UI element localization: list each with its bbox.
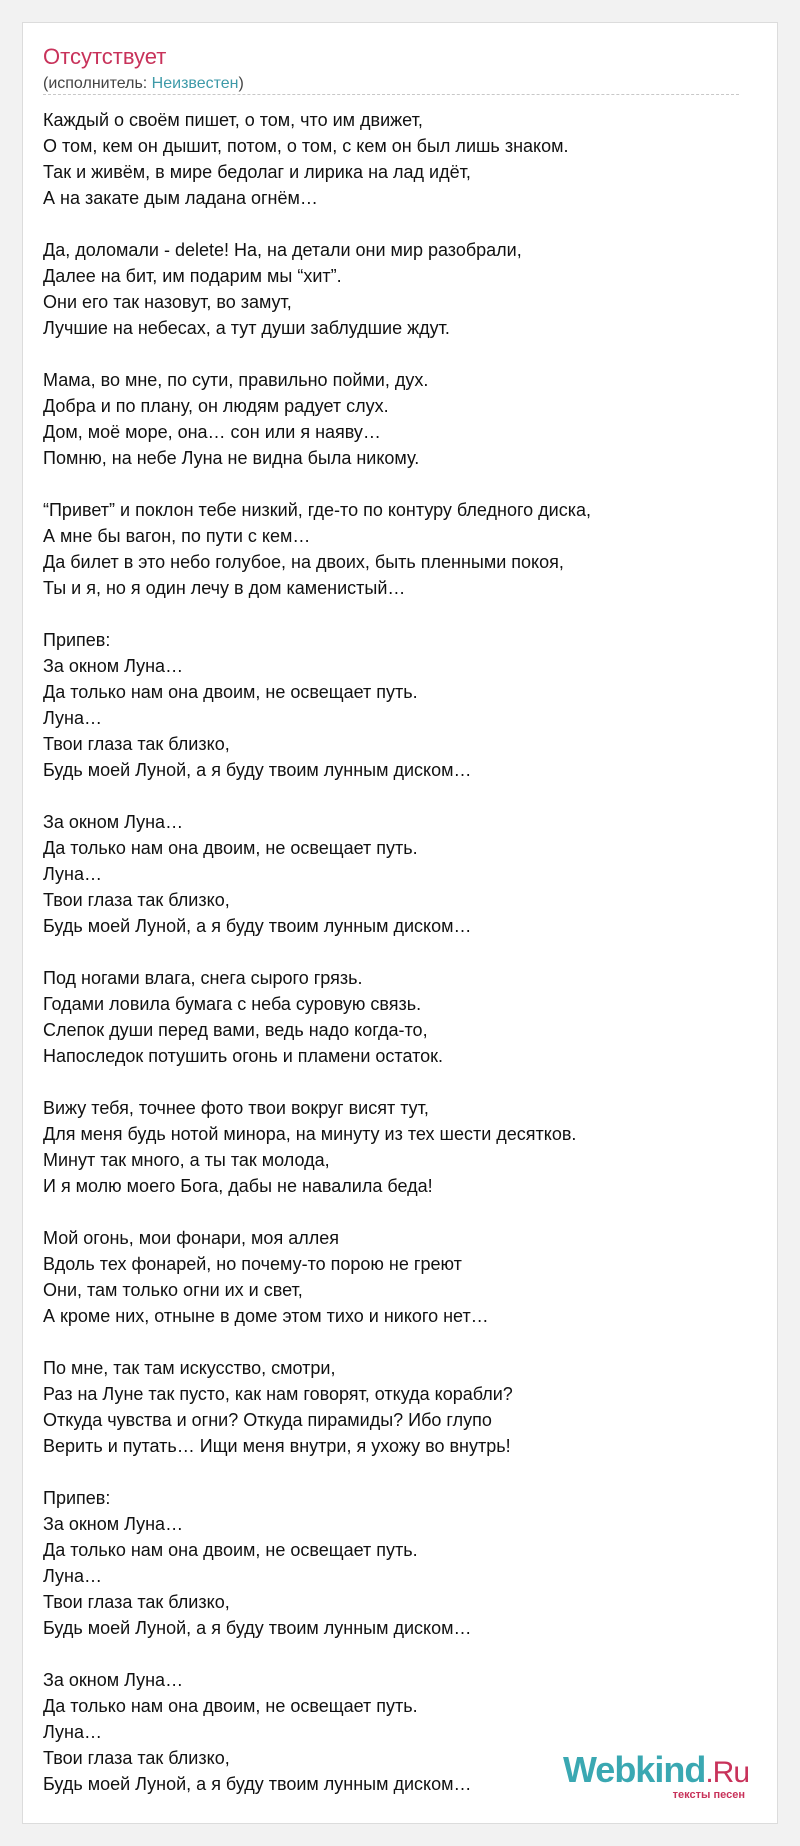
lyric-line: Помню, на небе Луна не видна была никому. (43, 448, 420, 468)
lyric-line: Верить и путать… Ищи меня внутри, я ухожу во внутрь! (43, 1436, 511, 1456)
lyric-line: Откуда чувства и огни? Откуда пирамиды? Ибо глупо (43, 1410, 492, 1430)
lyric-line: Припев: (43, 630, 111, 650)
lyric-line: Минут так много, а ты так молода, (43, 1150, 330, 1170)
lyric-line: За окном Луна… (43, 1670, 184, 1690)
lyric-line: Будь моей Луной, а я буду твоим лунным диском… (43, 916, 472, 936)
lyric-line: Будь моей Луной, а я буду твоим лунным диском… (43, 1774, 472, 1794)
lyric-line: Далее на бит, им подарим мы “хит”. (43, 266, 342, 286)
lyric-line: Твои глаза так близко, (43, 734, 230, 754)
lyric-line: Луна… (43, 1722, 102, 1742)
lyric-line: За окном Луна… (43, 656, 184, 676)
artist-prefix: (исполнитель: (43, 75, 152, 92)
stanza (43, 1485, 743, 1641)
lyric-line: Каждый о своём пишет, о том, что им движет, (43, 110, 423, 130)
lyric-line: По мне, так там искусство, смотри, (43, 1358, 336, 1378)
lyric-line: А мне бы вагон, по пути с кем… (43, 526, 311, 546)
lyric-line: Будь моей Луной, а я буду твоим лунным диском… (43, 1618, 472, 1638)
lyrics-body (43, 107, 743, 1823)
lyric-line: Да, доломали - delete! На, на детали они мир разобрали, (43, 240, 522, 260)
artist-line (43, 75, 244, 93)
lyric-line: Припев: (43, 1488, 111, 1508)
logo-tld: .Ru (705, 1756, 749, 1789)
stanza (43, 1225, 743, 1329)
stanza (43, 107, 743, 211)
lyric-line: Мама, во мне, по сути, правильно пойми, дух. (43, 370, 429, 390)
lyric-line: Раз на Луне так пусто, как нам говорят, откуда корабли? (43, 1384, 513, 1404)
lyric-line: Да только нам она двоим, не освещает путь. (43, 1696, 418, 1716)
lyric-line: Твои глаза так близко, (43, 890, 230, 910)
lyrics-page (22, 22, 778, 1824)
stanza (43, 367, 743, 471)
logo-tagline: тексты песен (672, 1789, 745, 1801)
header-divider (43, 94, 739, 95)
lyric-line: Они, там только огни их и свет, (43, 1280, 303, 1300)
lyric-line: Да только нам она двоим, не освещает путь. (43, 1540, 418, 1560)
lyric-line: Для меня будь нотой минора, на минуту из тех шести десятков. (43, 1124, 577, 1144)
stanza (43, 237, 743, 341)
artist-link[interactable]: Неизвестен (151, 75, 239, 92)
lyric-line: Луна… (43, 1566, 102, 1586)
lyric-line: И я молю моего Бога, дабы не навалила беда! (43, 1176, 433, 1196)
stanza (43, 809, 743, 939)
lyric-line: А кроме них, отныне в доме этом тихо и никого нет… (43, 1306, 489, 1326)
lyric-line: Твои глаза так близко, (43, 1592, 230, 1612)
lyric-line: Добра и по плану, он людям радует слух. (43, 396, 389, 416)
lyric-line: Да билет в это небо голубое, на двоих, быть пленными покоя, (43, 552, 564, 572)
logo-wordmark (549, 1749, 749, 1790)
lyric-line: Твои глаза так близко, (43, 1748, 230, 1768)
song-title: Отсутствует (43, 44, 167, 69)
lyric-line: Вдоль тех фонарей, но почему-то порою не греют (43, 1254, 462, 1274)
lyric-line: Они его так назовут, во замут, (43, 292, 292, 312)
lyric-line: А на закате дым ладана огнём… (43, 188, 318, 208)
lyric-line: Луна… (43, 708, 102, 728)
lyric-line: Мой огонь, мои фонари, моя аллея (43, 1228, 339, 1248)
lyric-line: Вижу тебя, точнее фото твои вокруг висят тут, (43, 1098, 429, 1118)
stanza (43, 1355, 743, 1459)
lyric-line: Напоследок потушить огонь и пламени остаток. (43, 1046, 444, 1066)
lyric-line: Под ногами влага, снега сырого грязь. (43, 968, 363, 988)
lyric-line: Будь моей Луной, а я буду твоим лунным диском… (43, 760, 472, 780)
stanza (43, 1095, 743, 1199)
lyric-line: За окном Луна… (43, 812, 184, 832)
lyric-line: Лучшие на небесах, а тут души заблудшие ждут. (43, 318, 450, 338)
lyric-line: О том, кем он дышит, потом, о том, с кем он был лишь знаком. (43, 136, 569, 156)
stanza (43, 627, 743, 783)
stanza (43, 497, 743, 601)
logo-main-text: Webkind (562, 1749, 706, 1790)
lyric-line: Да только нам она двоим, не освещает путь. (43, 838, 418, 858)
lyric-line: “Привет” и поклон тебе низкий, где-то по контуру бледного диска, (43, 500, 592, 520)
lyric-line: За окном Луна… (43, 1514, 184, 1534)
site-logo[interactable] (549, 1749, 749, 1801)
lyric-line: Луна… (43, 864, 102, 884)
lyric-line: Так и живём, в мире бедолаг и лирика на лад идёт, (43, 162, 471, 182)
lyric-line: Да только нам она двоим, не освещает путь. (43, 682, 418, 702)
lyric-line: Годами ловила бумага с неба суровую связь. (43, 994, 422, 1014)
stanza (43, 965, 743, 1069)
lyric-line: Ты и я, но я один лечу в дом каменистый… (43, 578, 406, 598)
lyric-line: Дом, моё море, она… сон или я наяву… (43, 422, 381, 442)
lyric-line: Слепок души перед вами, ведь надо когда-то, (43, 1020, 428, 1040)
artist-suffix: ) (238, 75, 244, 92)
